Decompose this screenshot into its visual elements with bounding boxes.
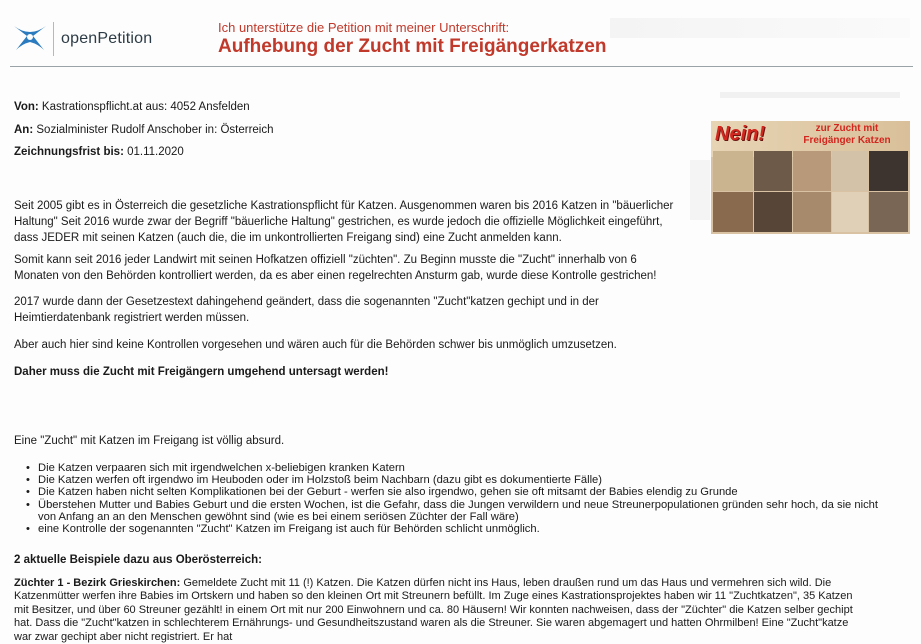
- banner-subtitle-line2: Freigänger Katzen: [803, 135, 891, 146]
- paragraph-1: Seit 2005 gibt es in Österreich die gesetzliche Kastrationspflicht für Katzen. Ausgenommen waren bis 2016 Katzen in "bäuerlicher Haltung" Seit 2016 wurde zwar der Begriff "bäuerliche Haltung" gestrichen, es wurde jedoch die offizielle Möglichkeit eingeführt, dass JEDER mit seinen Katzen (auch die, die im unkontrollierten Freigang sind) eine Zucht anmelden kann.: [14, 200, 674, 244]
- from-value: Kastrationspflicht.at aus: 4052 Ansfelden: [41, 101, 250, 113]
- open-petition-logo-icon: [10, 20, 50, 60]
- meta-to: [14, 124, 274, 136]
- brand-name[interactable]: openPetition: [61, 30, 153, 47]
- banner-nein: Nein!: [715, 123, 765, 145]
- paragraph-5: [14, 364, 854, 380]
- to-label: An:: [14, 124, 34, 136]
- banner-subtitle-line1: zur Zucht mit: [815, 123, 879, 134]
- cat-photo: [713, 151, 753, 191]
- cat-photo: [754, 151, 792, 191]
- petition-title: Aufhebung der Zucht mit Freigängerkatzen: [218, 36, 607, 57]
- examples-heading-text: 2 aktuelle Beispiele dazu aus Oberösterreich:: [14, 554, 262, 566]
- cat-photo: [869, 151, 908, 191]
- list-item: • Die Katzen haben nicht selten Komplikationen bei der Geburt - werfen sie also irgendwo, gehen sie oft mitsamt der Babies elendig zu Grunde: [38, 486, 898, 498]
- header-divider: [10, 66, 913, 67]
- logo-divider: [53, 22, 54, 56]
- paragraph-2: Somit kann seit 2016 jeder Landwirt mit seinen Hofkatzen offiziell "züchten". Zu Beginn musste die "Zucht" innerhalb von 6 Monaten von den Behörden kontrolliert werden, da es aber einen regelrechten Ansturm gab, wurde diese Kontrolle gestrichen!: [14, 254, 657, 282]
- scan-ghost: [720, 92, 900, 98]
- support-statement: Ich unterstütze die Petition mit meiner Unterschrift:: [218, 20, 510, 35]
- cat-photo: [869, 192, 908, 232]
- examples-heading: [14, 552, 854, 568]
- meta-deadline: [14, 146, 184, 158]
- cat-photo: [832, 151, 868, 191]
- banner-subtitle: [789, 123, 905, 147]
- example-1-label: Züchter 1 - Bezirk Grieskirchen:: [14, 577, 181, 589]
- scan-ghost: [690, 160, 710, 220]
- cat-photo-collage: [713, 151, 908, 232]
- cat-photo: [793, 151, 831, 191]
- example-1-text: Gemeldete Zucht mit 11 (!) Katzen. Die Katzen dürfen nicht ins Haus, leben draußen rund um das Haus und vermehren sich wild. Die Katzenmütter werfen ihre Babies im Ortskern und haben so den kleinen Ort mit Streunern befüllt. Im Zuge eines Kastrationsprojektes haben wir 11 "Zuchtkatzen", 35 Katzen mit Besitzer, und über 60 Streuner gezählt! in einem Ort mit nur 200 Einwohnern und ca. 80 Häusern! Wir konnten nachweisen, dass der "Züchter" die Katzen selber gechipt hat. Dass die "Zucht"katzen in schlechterem Ernährungs- und Gesundheitszustand waren als die Streuner. Sie waren abgemagert und hatten Ohrmilben! Eine "Zucht"katze war zwar gechipt aber nicht registriert. Er hat: [14, 577, 853, 643]
- list-item: • Überstehen Mutter und Babies Geburt und die ersten Wochen, ist die Gefahr, dass die Jungen verwildern und neue Streunerpopulationen gründen sehr hoch, da sie nicht von Anfang an an den Menschen gewöhnt sind (wie es bei einem seriösen Züchter der Fall wäre): [38, 499, 898, 523]
- example-1: [14, 577, 864, 644]
- cat-photo: [832, 192, 868, 232]
- header: [0, 0, 921, 66]
- cat-photo: [713, 192, 753, 232]
- cat-photo: [793, 192, 831, 232]
- list-item: • eine Kontrolle der sogenannten "Zucht" Katzen im Freigang ist auch für Behörden schlicht unmöglich.: [38, 523, 898, 535]
- cat-photo: [754, 192, 792, 232]
- petition-image: [711, 121, 910, 234]
- paragraph-6: Eine "Zucht" mit Katzen im Freigang ist völlig absurd.: [14, 435, 285, 447]
- from-label: Von:: [14, 101, 39, 113]
- list-item: • Die Katzen werfen oft irgendwo im Heuboden oder im Holzstoß beim Nachbarn (dazu gibt es dokumentierte Fälle): [38, 474, 898, 486]
- call-to-action: Daher muss die Zucht mit Freigängern umgehend untersagt werden!: [14, 366, 389, 378]
- paragraph-4: Aber auch hier sind keine Kontrollen vorgesehen und wären auch für die Behörden schwer bis unmöglich umzusetzen.: [14, 339, 617, 351]
- deadline-label: Zeichnungsfrist bis:: [14, 146, 124, 158]
- reasons-list: [14, 462, 898, 535]
- deadline-value: 01.11.2020: [127, 146, 184, 158]
- paragraph-3: 2017 wurde dann der Gesetzestext dahingehend geändert, dass die sogenannten "Zucht"katzen gechipt und in der Heimtierdatenbank registriert werden müssen.: [14, 296, 599, 324]
- meta-from: [14, 101, 250, 113]
- list-item: • Die Katzen verpaaren sich mit irgendwelchen x-beliebigen kranken Katern: [38, 462, 898, 474]
- to-value: Sozialminister Rudolf Anschober in: Österreich: [36, 124, 274, 136]
